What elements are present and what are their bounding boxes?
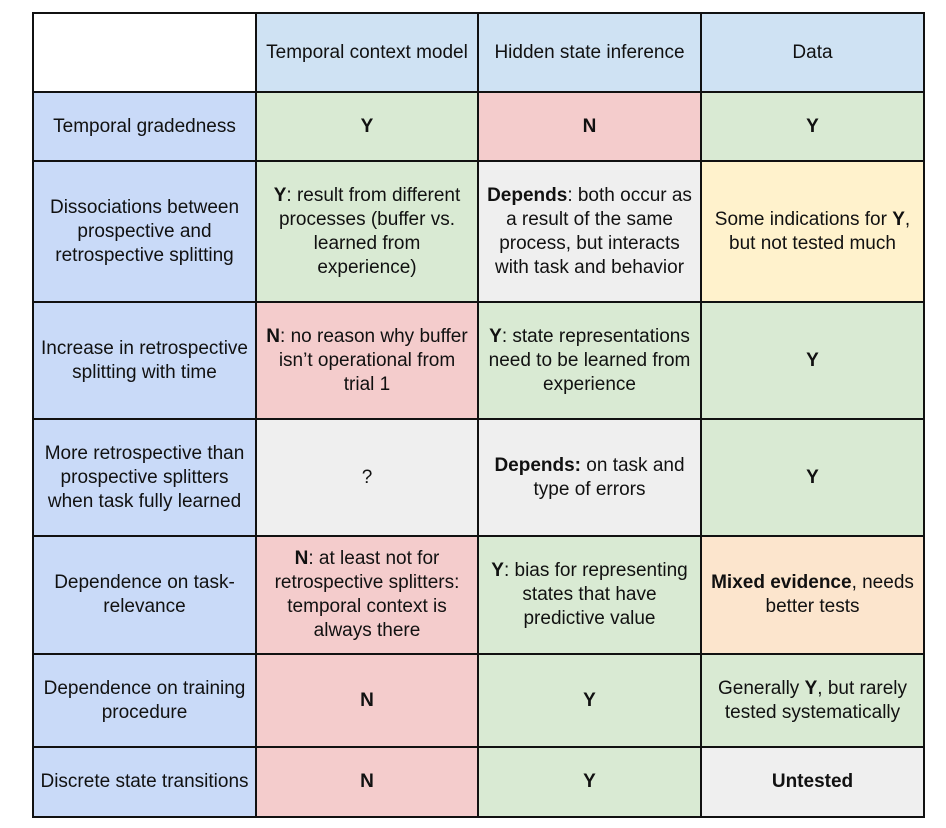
cell-text: on task and type of errors (533, 454, 685, 500)
row-label: Dependence on task-relevance (33, 536, 256, 654)
cell-bold: Y (273, 184, 287, 206)
row-label: Dissociations between prospective and retrospective splitting (33, 161, 256, 302)
cell-tcm (256, 302, 478, 419)
header-row (33, 13, 924, 92)
cell-tcm (256, 92, 478, 161)
cell-hsi (478, 654, 701, 747)
cell-bold: N (582, 115, 597, 137)
cell-text: : state representations need to be learned from experience (488, 325, 691, 395)
cell-bold: Y (806, 349, 819, 371)
cell-text: : at least not for retrospective splitters: temporal context is always there (274, 548, 460, 641)
cell-hsi (478, 747, 701, 817)
cell-bold: Mixed evidence (711, 572, 852, 593)
cell-bold: Untested (771, 771, 854, 792)
cell-data (701, 92, 924, 161)
cell-bold: N (294, 548, 309, 569)
row-label: Increase in retrospective splitting with time (33, 302, 256, 419)
cell-bold: N (266, 325, 281, 347)
table-row (33, 654, 924, 747)
cell-pre: Some indications for (714, 208, 893, 230)
cell-data (701, 161, 924, 302)
table-row (33, 419, 924, 536)
cell-text: : both occur as a result of the same process, but interacts with task and behavior (494, 184, 692, 278)
column-header-data: Data (701, 13, 924, 92)
column-header-hidden-state-inference: Hidden state inference (478, 13, 701, 92)
cell-tcm (256, 161, 478, 302)
table-row (33, 161, 924, 302)
cell-text: ? (361, 466, 373, 488)
cell-bold: N (360, 689, 374, 711)
cell-bold: Depends (487, 184, 568, 206)
cell-bold: Depends: (494, 454, 582, 476)
cell-bold: Y (806, 466, 819, 488)
cell-hsi (478, 92, 701, 161)
cell-bold: Y (806, 115, 819, 137)
cell-bold: Y (583, 771, 596, 792)
cell-data (701, 747, 924, 817)
column-header-temporal-context-model: Temporal context model (256, 13, 478, 92)
cell-text: , needs better tests (765, 572, 914, 617)
cell-tcm (256, 654, 478, 747)
cell-pre: Generally (717, 677, 805, 699)
cell-bold: Y (804, 677, 818, 699)
table-row (33, 747, 924, 817)
cell-text: : no reason why buffer isn’t operational from trial 1 (278, 325, 468, 395)
cell-hsi (478, 536, 701, 654)
row-label: Temporal gradedness (33, 92, 256, 161)
cell-bold: Y (489, 325, 502, 347)
table-row (33, 536, 924, 654)
cell-data (701, 536, 924, 654)
cell-bold: Y (360, 115, 374, 137)
comparison-table (32, 12, 925, 818)
cell-data (701, 302, 924, 419)
cell-tcm (256, 747, 478, 817)
cell-text: , but rarely tested systematically (724, 677, 908, 723)
cell-hsi (478, 419, 701, 536)
cell-hsi (478, 161, 701, 302)
cell-text: : result from different processes (buffer vs. learned from experience) (278, 184, 461, 278)
table-row (33, 92, 924, 161)
cell-tcm (256, 536, 478, 654)
cell-bold: Y (892, 208, 905, 230)
cell-tcm (256, 419, 478, 536)
corner-cell (33, 13, 256, 92)
cell-text: , but not tested much (729, 208, 911, 254)
table-row (33, 302, 924, 419)
row-label: More retrospective than prospective splitters when task fully learned (33, 419, 256, 536)
row-label: Discrete state transitions (33, 747, 256, 817)
cell-data (701, 419, 924, 536)
cell-data (701, 654, 924, 747)
cell-text: : bias for representing states that have predictive value (503, 560, 688, 629)
cell-bold: Y (491, 560, 504, 581)
cell-hsi (478, 302, 701, 419)
cell-bold: N (360, 771, 374, 792)
row-label: Dependence on training procedure (33, 654, 256, 747)
cell-bold: Y (583, 689, 596, 711)
